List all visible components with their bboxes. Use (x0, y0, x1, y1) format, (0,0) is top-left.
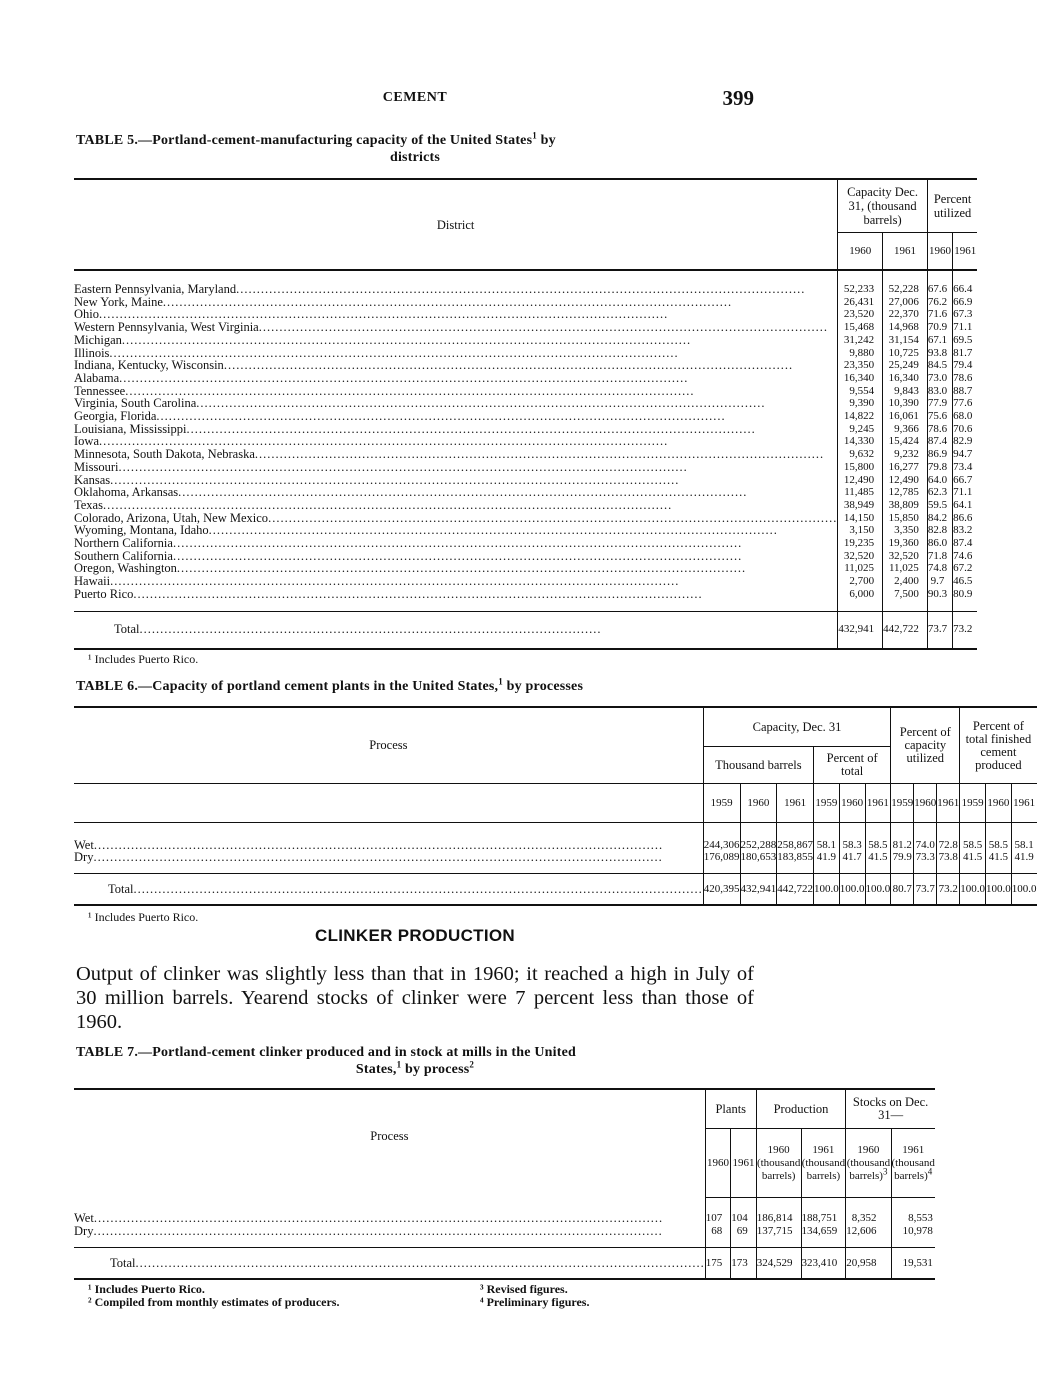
cell: 9,232 (883, 448, 928, 461)
table-row: Dry .......................................................................................................................................... 68 69 137,715 134,659 12,606 10,978 (74, 1225, 935, 1248)
table-row: Kansas .......................................................................................................................................... 12,490 12,490 64.0 66.7 (74, 474, 977, 487)
cell: 432,941 (838, 611, 883, 649)
process-name: Wet (74, 838, 94, 852)
table-row: Michigan .......................................................................................................................................... 31,242 31,154 67.1 69.5 (74, 334, 977, 347)
table5 (74, 178, 977, 650)
col-production: Production (756, 1089, 846, 1129)
cell: 100.0 (814, 874, 840, 906)
cell: 31,154 (883, 334, 928, 347)
cell: 9,632 (838, 448, 883, 461)
cell: 58.5 (960, 823, 986, 852)
footnote: ² Compiled from monthly estimates of producers. (88, 1295, 340, 1309)
district-name: Oregon, Washington (74, 561, 177, 576)
total-label: Total (114, 622, 140, 637)
cell: 41.5 (986, 851, 1012, 874)
table6-caption-text: TABLE 6.—Capacity of portland cement plants in the United States, (76, 679, 499, 694)
cell: 41.5 (865, 851, 891, 874)
table-row: Louisiana, Mississippi .......................................................................................................................................... 9,245 9,366 78.6 70.6 (74, 423, 977, 436)
cell: 3,350 (883, 524, 928, 537)
cell: 26,431 (838, 296, 883, 309)
col-sub-text: 1960 (thousand barrels) (846, 1143, 891, 1182)
footnote: ⁴ Preliminary figures. (480, 1295, 590, 1309)
cell: 67.6 (927, 270, 952, 296)
cell: 67.3 (953, 308, 978, 321)
body-paragraph: Output of clinker was slightly less than that in 1960; it reached a high in July of 30 million barrels. Yearend stocks of clinker were 7 percent less than those of 1960. (76, 963, 754, 1033)
cell: 104 (731, 1198, 757, 1225)
district-name: Iowa (74, 434, 99, 449)
cell: 7,500 (883, 588, 928, 601)
cell: 100.0 (960, 874, 986, 906)
cell: 79.8 (927, 461, 952, 474)
col-year: 1960 (914, 784, 937, 823)
table-row: Dry .......................................................................................................................................... 176,089 180,653 183,855 41.9 41.7 41.5 79.9 73.3 73.8 41.5 41.5 41.9 (74, 851, 1037, 874)
process-name: Total (108, 882, 134, 896)
cell: 84.2 (927, 512, 952, 525)
cell: 258,867 (777, 823, 814, 852)
district-name: Missouri (74, 459, 119, 474)
section-heading: CLINKER PRODUCTION (315, 926, 515, 945)
district-name: Oklahoma, Arkansas (74, 485, 179, 500)
table-row: Colorado, Arizona, Utah, New Mexico .......................................................................................................................................... 14,150 15,850 84.2 86.6 (74, 512, 977, 525)
cell: 324,529 (756, 1248, 801, 1280)
cell: 137,715 (756, 1225, 801, 1248)
cell: 19,235 (838, 537, 883, 550)
cell: 71.1 (953, 321, 978, 334)
cell: 14,822 (838, 410, 883, 423)
col-year: 1959 (814, 784, 840, 823)
cell: 9,245 (838, 423, 883, 436)
table-row: Illinois .......................................................................................................................................... 9,880 10,725 93.8 81.7 (74, 347, 977, 360)
district-name: Louisiana, Mississippi (74, 421, 187, 436)
district-name: Kansas (74, 472, 111, 487)
cell: 66.9 (953, 296, 978, 309)
cell: 59.5 (927, 499, 952, 512)
cell: 3,150 (838, 524, 883, 537)
cell: 14,330 (838, 435, 883, 448)
cell: 67.1 (927, 334, 952, 347)
footnote-ref: 2 (469, 1059, 475, 1070)
table-row: Southern California .......................................................................................................................................... 32,520 32,520 71.8 74.6 (74, 550, 977, 563)
col-process: Process (74, 707, 703, 784)
table6-caption-tail: by processes (502, 679, 584, 694)
table-row: Minnesota, South Dakota, Nebraska .......................................................................................................................................... 9,632 9,232 86.9 94.7 (74, 448, 977, 461)
cell: 58.5 (986, 823, 1012, 852)
cell: 73.3 (914, 851, 937, 874)
cell: 19,360 (883, 537, 928, 550)
cell: 188,751 (801, 1198, 846, 1225)
page-number: 399 (722, 86, 754, 110)
cell: 8,553 (891, 1198, 935, 1225)
cell: 27,006 (883, 296, 928, 309)
table5-caption-line1: TABLE 5.—Portland-cement-manufacturing capacity of the United States (76, 133, 533, 148)
cell: 9,880 (838, 347, 883, 360)
table7-caption (76, 1044, 754, 1078)
cell: 81.7 (953, 347, 978, 360)
table-row: New York, Maine .......................................................................................................................................... 26,431 27,006 76.2 66.9 (74, 296, 977, 309)
cell: 15,850 (883, 512, 928, 525)
table-row: Hawaii .......................................................................................................................................... 2,700 2,400 9.7 46.5 (74, 575, 977, 588)
cell: 70.9 (927, 321, 952, 334)
cell: 6,000 (838, 588, 883, 601)
cell: 12,785 (883, 486, 928, 499)
district-name: Virginia, South Carolina (74, 396, 197, 411)
col-year: 1960 (838, 233, 883, 271)
col-sub (846, 1129, 891, 1198)
cell: 58.1 (814, 823, 840, 852)
cell: 64.1 (953, 499, 978, 512)
cell: 100.0 (865, 874, 891, 906)
cell: 64.0 (927, 474, 952, 487)
col-pct-total: Percent of total (814, 747, 891, 784)
cell: 73.7 (914, 874, 937, 906)
district-name: Hawaii (74, 574, 111, 589)
cell: 10,978 (891, 1225, 935, 1248)
cell: 69.5 (953, 334, 978, 347)
cell: 78.6 (927, 423, 952, 436)
cell: 66.7 (953, 474, 978, 487)
col-sub: 1960 (thousand barrels) (756, 1129, 801, 1198)
cell: 72.8 (937, 823, 960, 852)
cell: 186,814 (756, 1198, 801, 1225)
cell: 20,958 (846, 1248, 891, 1280)
table6-caption (76, 678, 754, 695)
district-name: Puerto Rico (74, 586, 134, 601)
table-row: Iowa .......................................................................................................................................... 14,330 15,424 87.4 82.9 (74, 435, 977, 448)
page-header (76, 86, 754, 112)
table7-footnotes-left (88, 1283, 339, 1309)
table-row: Puerto Rico .......................................................................................................................................... 6,000 7,500 90.3 80.9 (74, 588, 977, 601)
col-capacity: Capacity Dec. 31, (thousand barrels) (838, 179, 928, 233)
col-pct-finished: Percent of total finished cement produced (960, 707, 1037, 784)
col-year: 1961 (883, 233, 928, 271)
cell: 74.8 (927, 562, 952, 575)
cell: 9,843 (883, 385, 928, 398)
footnote-ref: 1 (532, 130, 537, 141)
cell: 9,390 (838, 397, 883, 410)
cell: 15,800 (838, 461, 883, 474)
table-row: Wyoming, Montana, Idaho .......................................................................................................................................... 3,150 3,350 82.8 83.2 (74, 524, 977, 537)
col-plants: Plants (705, 1089, 756, 1129)
cell: 100.0 (839, 874, 865, 906)
table-row-total: Total .......................................................................................................................................... 420,395 432,941 442,722 100.0 100.0 100.0 80.7 73.7 73.2 100.0 100.0 100.0 (74, 874, 1037, 906)
cell: 23,350 (838, 359, 883, 372)
cell: 14,150 (838, 512, 883, 525)
cell: 12,490 (883, 474, 928, 487)
cell: 100.0 (1011, 874, 1036, 906)
cell: 100.0 (986, 874, 1012, 906)
cell: 86.9 (927, 448, 952, 461)
process-name: Dry (74, 1223, 94, 1238)
cell: 25,249 (883, 359, 928, 372)
cell: 12,606 (846, 1225, 891, 1248)
cell: 62.3 (927, 486, 952, 499)
col-capacity: Capacity, Dec. 31 (703, 707, 891, 747)
cell: 78.6 (953, 372, 978, 385)
district-name: Ohio (74, 307, 99, 322)
cell: 82.8 (927, 524, 952, 537)
cell: 52,228 (883, 270, 928, 296)
cell: 82.9 (953, 435, 978, 448)
cell: 11,025 (883, 562, 928, 575)
table7-caption-line2a: States, (355, 1062, 397, 1077)
cell: 38,809 (883, 499, 928, 512)
col-year: 1961 (937, 784, 960, 823)
cell: 77.6 (953, 397, 978, 410)
cell: 15,468 (838, 321, 883, 334)
cell: 31,242 (838, 334, 883, 347)
col-year: 1960 (927, 233, 952, 271)
cell: 73.2 (953, 611, 978, 649)
district-name: Southern California (74, 548, 173, 563)
cell: 32,520 (883, 550, 928, 563)
col-sub: 1960 (705, 1129, 731, 1198)
cell: 52,233 (838, 270, 883, 296)
cell: 74.6 (953, 550, 978, 563)
cell: 90.3 (927, 588, 952, 601)
table-row: Georgia, Florida .......................................................................................................................................... 14,822 16,061 75.6 68.0 (74, 410, 977, 423)
table-row-total: Total ................................................................................................................ 432,941 442,722 73.7 73.2 (74, 611, 977, 649)
cell: 88.7 (953, 385, 978, 398)
cell: 19,531 (891, 1248, 935, 1280)
cell: 83.2 (953, 524, 978, 537)
cell: 80.9 (953, 588, 978, 601)
cell: 8,352 (846, 1198, 891, 1225)
table6 (74, 706, 1037, 906)
table-row-total: Total .......................................................................................................................................... 175 173 324,529 323,410 20,958 19,531 (74, 1248, 935, 1280)
cell: 73.7 (927, 611, 952, 649)
cell: 73.2 (937, 874, 960, 906)
cell: 16,340 (883, 372, 928, 385)
col-year: 1960 (986, 784, 1012, 823)
district-name: Illinois (74, 345, 110, 360)
cell: 9,366 (883, 423, 928, 436)
cell: 87.4 (927, 435, 952, 448)
cell: 22,370 (883, 308, 928, 321)
footnote: ¹ Includes Puerto Rico. (88, 1282, 205, 1296)
footnote-ref: 1 (498, 676, 503, 687)
table-row: Tennessee .......................................................................................................................................... 9,554 9,843 83.0 88.7 (74, 385, 977, 398)
cell: 73.0 (927, 372, 952, 385)
district-name: Wyoming, Montana, Idaho (74, 523, 209, 538)
col-year: 1960 (740, 784, 777, 823)
col-year: 1960 (839, 784, 865, 823)
district-name: Eastern Pennsylvania, Maryland (74, 282, 237, 296)
running-head: CEMENT (382, 90, 448, 105)
process-name: Wet (74, 1210, 94, 1225)
table-row: Oklahoma, Arkansas .......................................................................................................................................... 11,485 12,785 62.3 71.1 (74, 486, 977, 499)
cell: 41.7 (839, 851, 865, 874)
table-row: Western Pennsylvania, West Virginia .......................................................................................................................................... 15,468 14,968 70.9 71.1 (74, 321, 977, 334)
table-row: Missouri .......................................................................................................................................... 15,800 16,277 79.8 73.4 (74, 461, 977, 474)
cell: 9.7 (927, 575, 952, 588)
district-name: Colorado, Arizona, Utah, New Mexico (74, 510, 269, 525)
col-district: District (74, 179, 838, 270)
cell: 252,288 (740, 823, 777, 852)
table7 (74, 1088, 935, 1280)
footnote-ref: 3 (882, 1165, 888, 1176)
col-year: 1961 (865, 784, 891, 823)
cell: 81.2 (891, 823, 914, 852)
cell: 83.0 (927, 385, 952, 398)
cell: 93.8 (927, 347, 952, 360)
table5-body (74, 270, 977, 611)
cell: 173 (731, 1248, 757, 1280)
cell: 75.6 (927, 410, 952, 423)
cell: 442,722 (777, 874, 814, 906)
cell: 46.5 (953, 575, 978, 588)
cell: 175 (705, 1248, 731, 1280)
table-row: Virginia, South Carolina .......................................................................................................................................... 9,390 10,390 77.9 77.6 (74, 397, 977, 410)
table-row: Alabama .......................................................................................................................................... 16,340 16,340 73.0 78.6 (74, 372, 977, 385)
district-name: Texas (74, 497, 103, 512)
table-row: Wet .......................................................................................................................................... 107 104 186,814 188,751 8,352 8,553 (74, 1198, 935, 1225)
cell: 12,490 (838, 474, 883, 487)
col-year: 1959 (703, 784, 740, 823)
table7-footnotes-right (480, 1283, 589, 1309)
col-sub (891, 1129, 935, 1198)
cell: 323,410 (801, 1248, 846, 1280)
district-name: Alabama (74, 370, 120, 385)
table7-caption-line2b: by process (401, 1062, 470, 1077)
cell: 10,390 (883, 397, 928, 410)
col-year: 1959 (960, 784, 986, 823)
col-year: 1961 (953, 233, 978, 271)
cell: 73.8 (937, 851, 960, 874)
cell: 74.0 (914, 823, 937, 852)
table5-footnote: ¹ Includes Puerto Rico. (88, 652, 199, 666)
cell: 73.4 (953, 461, 978, 474)
cell: 79.9 (891, 851, 914, 874)
cell: 442,722 (883, 611, 928, 649)
footnote-ref: 1 (396, 1059, 402, 1070)
col-year: 1961 (1011, 784, 1036, 823)
cell: 80.7 (891, 874, 914, 906)
cell: 41.9 (1011, 851, 1036, 874)
cell: 58.1 (1011, 823, 1036, 852)
cell: 86.6 (953, 512, 978, 525)
cell: 66.4 (953, 270, 978, 296)
cell: 94.7 (953, 448, 978, 461)
cell: 176,089 (703, 851, 740, 874)
cell: 11,485 (838, 486, 883, 499)
cell: 9,554 (838, 385, 883, 398)
cell: 41.9 (814, 851, 840, 874)
cell: 432,941 (740, 874, 777, 906)
district-name: Tennessee (74, 383, 126, 398)
footnote: ³ Revised figures. (480, 1282, 568, 1296)
district-name: Indiana, Kentucky, Wisconsin (74, 358, 224, 373)
cell: 244,306 (703, 823, 740, 852)
cell: 134,659 (801, 1225, 846, 1248)
district-name: Minnesota, South Dakota, Nebraska (74, 447, 255, 462)
cell: 16,277 (883, 461, 928, 474)
table6-years-row (74, 784, 1037, 823)
cell: 86.0 (927, 537, 952, 550)
table5-caption-tail: by (536, 133, 556, 148)
cell: 68.0 (953, 410, 978, 423)
cell: 77.9 (927, 397, 952, 410)
table5-caption (76, 132, 754, 166)
cell: 71.1 (953, 486, 978, 499)
cell: 70.6 (953, 423, 978, 436)
table-row: Indiana, Kentucky, Wisconsin .......................................................................................................................................... 23,350 25,249 84.5 79.4 (74, 359, 977, 372)
col-sub-text: 1961 (thousand barrels) (891, 1143, 935, 1182)
cell: 16,061 (883, 410, 928, 423)
col-year: 1961 (777, 784, 814, 823)
cell: 87.4 (953, 537, 978, 550)
cell: 32,520 (838, 550, 883, 563)
district-name: Western Pennsylvania, West Virginia (74, 320, 259, 335)
col-year: 1959 (891, 784, 914, 823)
cell: 41.5 (960, 851, 986, 874)
col-process: Process (74, 1089, 705, 1198)
cell: 11,025 (838, 562, 883, 575)
district-name: Georgia, Florida (74, 409, 157, 424)
table6-footnote: ¹ Includes Puerto Rico. (88, 910, 199, 924)
cell: 84.5 (927, 359, 952, 372)
table-row: Oregon, Washington .......................................................................................................................................... 11,025 11,025 74.8 67.2 (74, 562, 977, 575)
table-row: Ohio .......................................................................................................................................... 23,520 22,370 71.6 67.3 (74, 308, 977, 321)
cell: 58.5 (865, 823, 891, 852)
table6-body (74, 823, 1037, 906)
table-row: Northern California .......................................................................................................................................... 19,235 19,360 86.0 87.4 (74, 537, 977, 550)
table5-caption-line2: districts (389, 150, 440, 165)
col-stocks: Stocks on Dec. 31— (846, 1089, 935, 1129)
cell: 15,424 (883, 435, 928, 448)
district-name: Michigan (74, 332, 122, 347)
cell: 67.2 (953, 562, 978, 575)
cell: 69 (731, 1225, 757, 1248)
cell: 38,949 (838, 499, 883, 512)
table-row: Texas .......................................................................................................................................... 38,949 38,809 59.5 64.1 (74, 499, 977, 512)
process-name: Dry (74, 850, 94, 864)
cell: 10,725 (883, 347, 928, 360)
cell: 71.8 (927, 550, 952, 563)
cell: 107 (705, 1198, 731, 1225)
cell: 16,340 (838, 372, 883, 385)
table7-body (74, 1198, 935, 1280)
col-percent-utilized: Percent utilized (927, 179, 977, 233)
table7-caption-line1: TABLE 7.—Portland-cement clinker produced and in stock at mills in the United (76, 1045, 576, 1060)
district-name: New York, Maine (74, 294, 163, 309)
cell: 23,520 (838, 308, 883, 321)
table-row: Wet .......................................................................................................................................... 244,306 252,288 258,867 58.1 58.3 58.5 81.2 74.0 72.8 58.5 58.5 58.1 (74, 823, 1037, 852)
table-row: Eastern Pennsylvania, Maryland .......................................................................................................................................... 52,233 52,228 67.6 66.4 (74, 270, 977, 296)
cell: 180,653 (740, 851, 777, 874)
district-name: Northern California (74, 536, 173, 551)
cell: 58.3 (839, 823, 865, 852)
cell: 2,400 (883, 575, 928, 588)
col-thousand-barrels: Thousand barrels (703, 747, 813, 784)
col-sub: 1961 (thousand barrels) (801, 1129, 846, 1198)
cell: 2,700 (838, 575, 883, 588)
col-pct-capacity: Percent of capacity utilized (891, 707, 960, 784)
cell: 79.4 (953, 359, 978, 372)
cell: 76.2 (927, 296, 952, 309)
cell: 71.6 (927, 308, 952, 321)
cell: 14,968 (883, 321, 928, 334)
process-name: Total (110, 1255, 136, 1270)
footnote-ref: 4 (927, 1165, 933, 1176)
cell: 420,395 (703, 874, 740, 906)
cell: 68 (705, 1225, 731, 1248)
col-sub: 1961 (731, 1129, 757, 1198)
cell: 183,855 (777, 851, 814, 874)
